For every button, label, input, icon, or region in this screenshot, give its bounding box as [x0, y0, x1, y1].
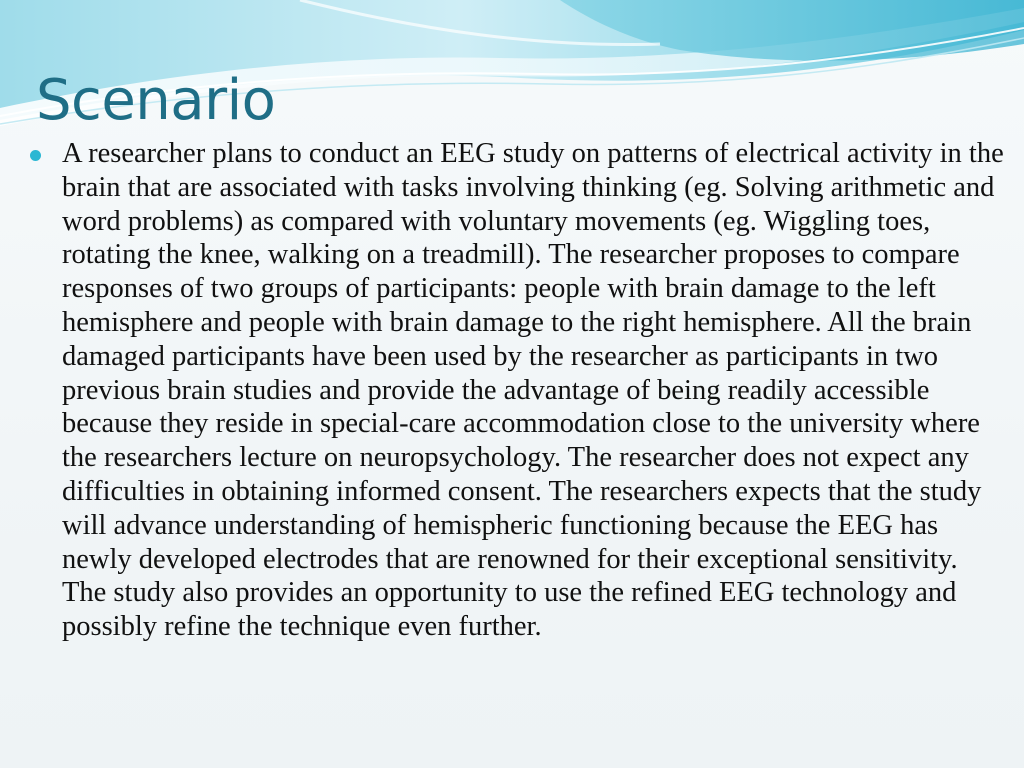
slide-body — [30, 137, 1005, 644]
slide-title: Scenario — [36, 68, 276, 133]
bullet-text: A researcher plans to conduct an EEG study on patterns of electrical activity in the brain that are associated with tasks involving thinking (eg. Solving arithmetic and word problems) as compared with voluntary movements (eg. Wiggling toes, rotating the knee, walking on a treadmill). The researcher proposes to compare responses of two groups of participants: people with brain damage to the left hemisphere and people with brain damage to the right hemisphere. All the brain damaged participants have been used by the researcher as participants in two previous brain studies and provide the advantage of being readily accessible because they reside in special-care accommodation close to the university where the researchers lecture on neuropsychology. The researcher does not expect any difficulties in obtaining informed consent. The researchers expects that the study will advance understanding of hemispheric functioning because the EEG has newly developed electrodes that are renowned for their exceptional sensitivity. The study also provides an opportunity to use the refined EEG technology and possibly refine the technique even further. — [62, 138, 1004, 643]
bullet-dot-icon — [30, 150, 41, 161]
bullet-item — [30, 137, 1005, 644]
